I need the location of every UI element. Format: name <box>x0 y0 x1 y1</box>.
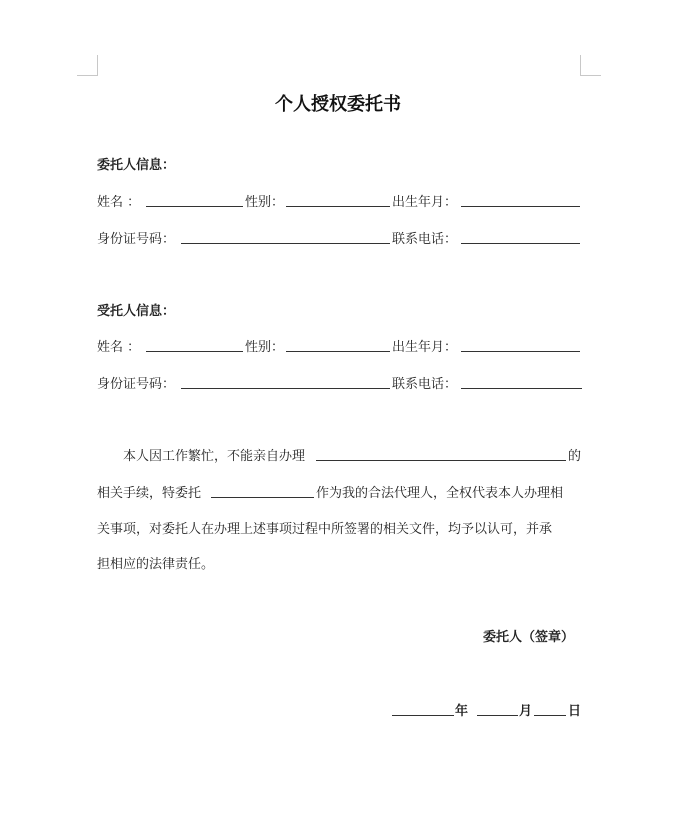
agent-gender-label: 性别： <box>245 340 285 355</box>
principal-phone-label: 联系电话： <box>392 232 458 247</box>
year-field[interactable] <box>392 715 454 716</box>
principal-id-label: 身份证号码： <box>97 232 176 247</box>
document-title: 个人授权委托书 <box>275 94 401 115</box>
matter-field[interactable] <box>316 460 566 461</box>
agent-heading: 受托人信息： <box>97 304 176 319</box>
body-line-2-end: 作为我的合法代理人，全权代表本人办理相 <box>316 486 564 501</box>
signature-label: 委托人（签章） <box>483 630 575 645</box>
day-label: 日 <box>568 704 582 719</box>
principal-phone-field[interactable] <box>461 243 580 244</box>
page-corner-mark-right <box>580 55 601 76</box>
principal-gender-label: 性别： <box>245 195 285 210</box>
body-line-3: 关事项，对委托人在办理上述事项过程中所签署的相关文件，均予以认可，并承 <box>97 522 553 537</box>
principal-heading: 委托人信息： <box>97 158 176 173</box>
year-label: 年 <box>455 704 469 719</box>
principal-id-field[interactable] <box>181 243 390 244</box>
agent-id-label: 身份证号码： <box>97 377 176 392</box>
day-field[interactable] <box>534 715 566 716</box>
principal-name-field[interactable] <box>146 206 243 207</box>
body-line-4: 担相应的法律责任。 <box>97 557 215 572</box>
agent-birth-label: 出生年月： <box>392 340 458 355</box>
principal-birth-field[interactable] <box>461 206 580 207</box>
body-line-1-start: 本人因工作繁忙，不能亲自办理 <box>123 449 306 464</box>
agent-name-inline-field[interactable] <box>211 497 314 498</box>
agent-id-field[interactable] <box>181 388 390 389</box>
agent-name-label: 姓名 ： <box>97 340 141 355</box>
agent-phone-field[interactable] <box>461 388 582 389</box>
principal-gender-field[interactable] <box>286 206 390 207</box>
body-line-2-start: 相关手续，特委托 <box>97 486 202 501</box>
principal-birth-label: 出生年月： <box>392 195 458 210</box>
agent-name-field[interactable] <box>146 351 243 352</box>
principal-name-label: 姓名 ： <box>97 195 141 210</box>
page-corner-mark-left <box>77 55 98 76</box>
body-line-1-end: 的 <box>568 449 582 464</box>
month-label: 月 <box>519 704 533 719</box>
agent-birth-field[interactable] <box>461 351 580 352</box>
agent-phone-label: 联系电话： <box>392 377 458 392</box>
agent-gender-field[interactable] <box>286 351 390 352</box>
month-field[interactable] <box>477 715 518 716</box>
